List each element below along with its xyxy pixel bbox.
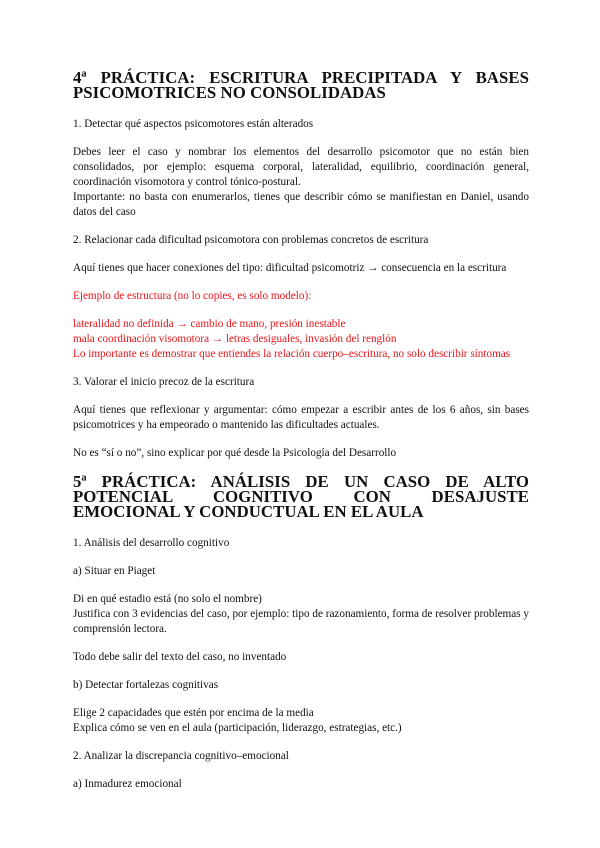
section-1-heading: 1. Detectar qué aspectos psicomotores están alterados [73,118,314,130]
section-3-note: No es “sí o no”, sino explicar por qué desde la Psicología del Desarrollo [73,447,397,459]
p5-subsection-a-line-2: Justifica con 3 evidencias del caso, por ejemplo: tipo de razonamiento, forma de resolver problemas y comprensión lectora. [73,608,529,635]
p5-section-1-heading: 1. Análisis del desarrollo cognitivo [73,537,230,549]
section-2-paragraph: Aquí tienes que hacer conexiones del tipo: dificultad psicomotriz → consecuencia en la escritura [73,262,507,274]
section-1-paragraph: Debes leer el caso y nombrar los elementos del desarrollo psicomotor que no están bien consolidados, por ejemplo: esquema corporal, lateralidad, equilibrio, coordinación general, coordinación visomotora y control tónico-postural. [73,146,529,188]
section-3-paragraph: Aquí tienes que reflexionar y argumentar: cómo empezar a escribir antes de los 6 años, sin bases psicomotrices y ha empeorado o mantenido las dificultades actuales. [73,404,529,431]
example-structure-label: Ejemplo de estructura (no lo copies, es solo modelo): [73,290,312,302]
p5-subsection-a-line-1: Di en qué estadio está (no solo el nombre) [73,593,262,605]
p5-subsection-b-heading: b) Detectar fortalezas cognitivas [73,679,219,691]
p5-section-2-a-heading: a) Inmadurez emocional [73,778,182,790]
section-3-heading: 3. Valorar el inicio precoz de la escritura [73,376,255,388]
section-2-heading: 2. Relacionar cada dificultad psicomotora con problemas concretos de escritura [73,234,429,246]
section-1-important-note: Importante: no basta con enumerarlos, tienes que describir cómo se manifiestan en Daniel, usando datos del caso [73,191,529,218]
p5-subsection-a-line-3: Todo debe salir del texto del caso, no inventado [73,651,287,663]
p5-subsection-a-heading: a) Situar en Piaget [73,565,156,577]
example-line-lateralidad: lateralidad no definida → cambio de mano, presión inestable [73,318,346,330]
p5-subsection-b-line-1: Elige 2 capacidades que estén por encima de la media [73,707,314,719]
p5-section-2-heading: 2. Analizar la discrepancia cognitivo–emocional [73,750,289,762]
example-line-coordinacion: mala coordinación visomotora → letras desiguales, invasión del renglón [73,333,397,345]
practica-5-title: 5ª PRÁCTICA: ANÁLISIS DE UN CASO DE ALTO POTENCIAL COGNITIVO CON DESAJUSTE EMOCIONAL Y CONDUCTUAL EN EL AULA [73,472,529,521]
document-body [73,70,529,792]
p5-subsection-b-line-2: Explica cómo se ven en el aula (participación, liderazgo, estrategias, etc.) [73,722,402,734]
example-line-importante: Lo importante es demostrar que entiendes la relación cuerpo–escritura, no solo describir síntomas [73,348,511,360]
practica-4-title: 4ª PRÁCTICA: ESCRITURA PRECIPITADA Y BASES PSICOMOTRICES NO CONSOLIDADAS [73,68,529,102]
